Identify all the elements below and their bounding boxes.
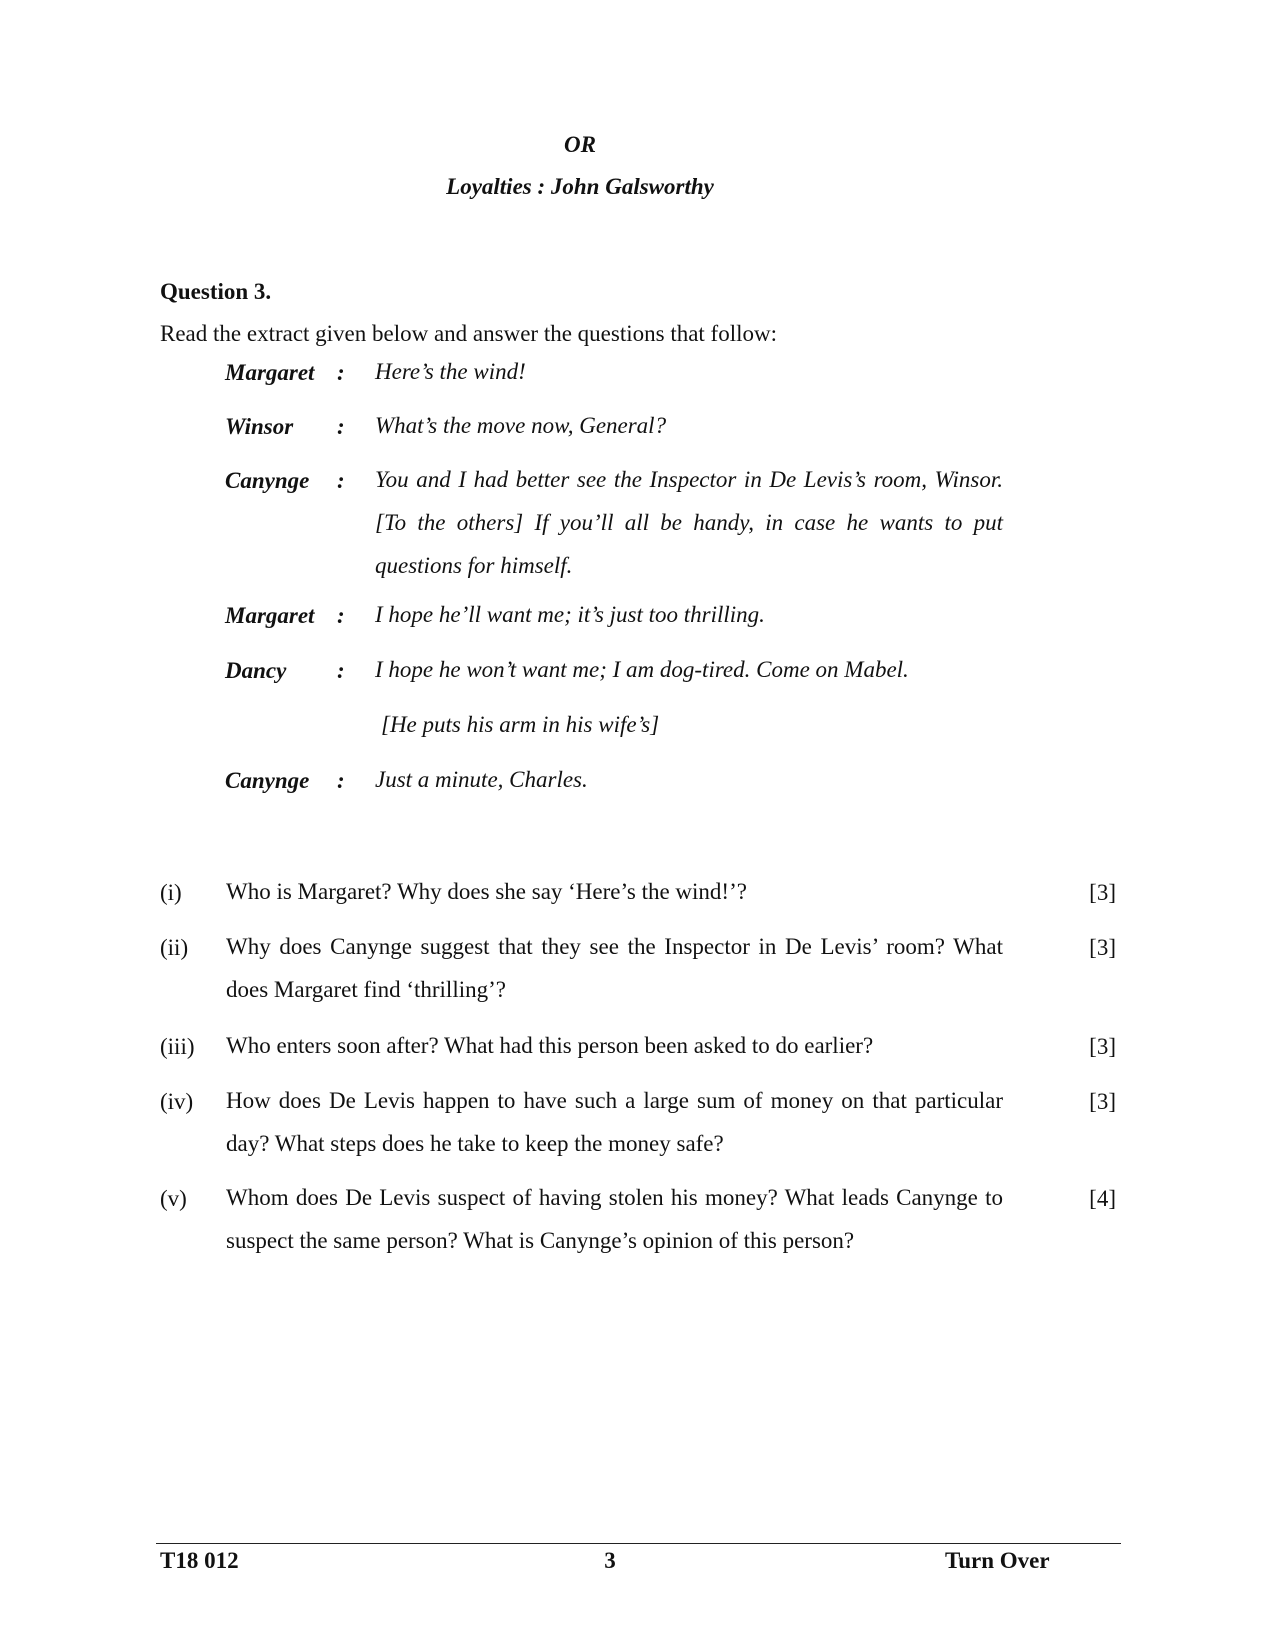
speaker-colon: :: [337, 414, 345, 439]
question-heading: Question 3.: [160, 279, 272, 304]
subquestion-number: (v): [160, 1186, 187, 1211]
subquestion-text: Why does Canynge suggest that they see the Inspector in De Levis’ room? What does Margaret find ‘thrilling’?: [226, 934, 1003, 1002]
footer-divider: [156, 1543, 1121, 1544]
question-instruction: Read the extract given below and answer the questions that follow:: [160, 321, 777, 346]
dialogue-line: I hope he won’t want me; I am dog-tired. Come on Mabel.: [375, 657, 909, 682]
speaker-name: Canynge: [225, 468, 310, 493]
subquestion-number: (iv): [160, 1089, 194, 1114]
speaker-colon: :: [337, 603, 345, 628]
subquestion-text: How does De Levis happen to have such a large sum of money on that particular day? What steps does he take to keep the money safe?: [226, 1088, 1003, 1156]
subquestion-number: (ii): [160, 935, 189, 960]
speaker-colon: :: [337, 360, 345, 385]
dialogue-line: What’s the move now, General?: [375, 413, 667, 438]
dialogue-line: Here’s the wind!: [375, 359, 526, 384]
dialogue-line: I hope he’ll want me; it’s just too thrilling.: [375, 602, 765, 627]
speaker-name: Margaret: [225, 360, 315, 385]
speaker-colon: :: [337, 658, 345, 683]
subquestion-marks: [3]: [1089, 1089, 1116, 1114]
play-title: Loyalties : John Galsworthy: [446, 174, 714, 199]
or-label: OR: [564, 132, 596, 157]
speaker-colon: :: [337, 468, 345, 493]
stage-direction: [He puts his arm in his wife’s]: [381, 712, 660, 737]
speaker-name: Winsor: [225, 414, 294, 439]
subquestion-text: Who is Margaret? Why does she say ‘Here’s the wind!’?: [226, 879, 747, 904]
dialogue-line: You and I had better see the Inspector in De Levis’s room, Winsor. [To the others] If you’ll all be handy, in case he wants to put questions for himself.: [375, 467, 1003, 578]
subquestion-marks: [3]: [1089, 1034, 1116, 1059]
subquestion-text: Whom does De Levis suspect of having stolen his money? What leads Canynge to suspect the same person? What is Canynge’s opinion of this person?: [226, 1185, 1003, 1253]
subquestion-number: (i): [160, 880, 182, 905]
speaker-name: Margaret: [225, 603, 315, 628]
subquestion-marks: [3]: [1089, 880, 1116, 905]
page-number: 3: [604, 1548, 616, 1573]
subquestion-text: Who enters soon after? What had this person been asked to do earlier?: [226, 1033, 874, 1058]
dialogue-line: Just a minute, Charles.: [375, 767, 588, 792]
speaker-name: Dancy: [225, 658, 287, 683]
speaker-name: Canynge: [225, 768, 310, 793]
subquestion-number: (iii): [160, 1034, 195, 1059]
turn-over-label: Turn Over: [945, 1548, 1050, 1573]
subquestion-marks: [4]: [1089, 1186, 1116, 1211]
speaker-colon: :: [337, 768, 345, 793]
paper-code: T18 012: [160, 1548, 239, 1573]
subquestion-marks: [3]: [1089, 935, 1116, 960]
